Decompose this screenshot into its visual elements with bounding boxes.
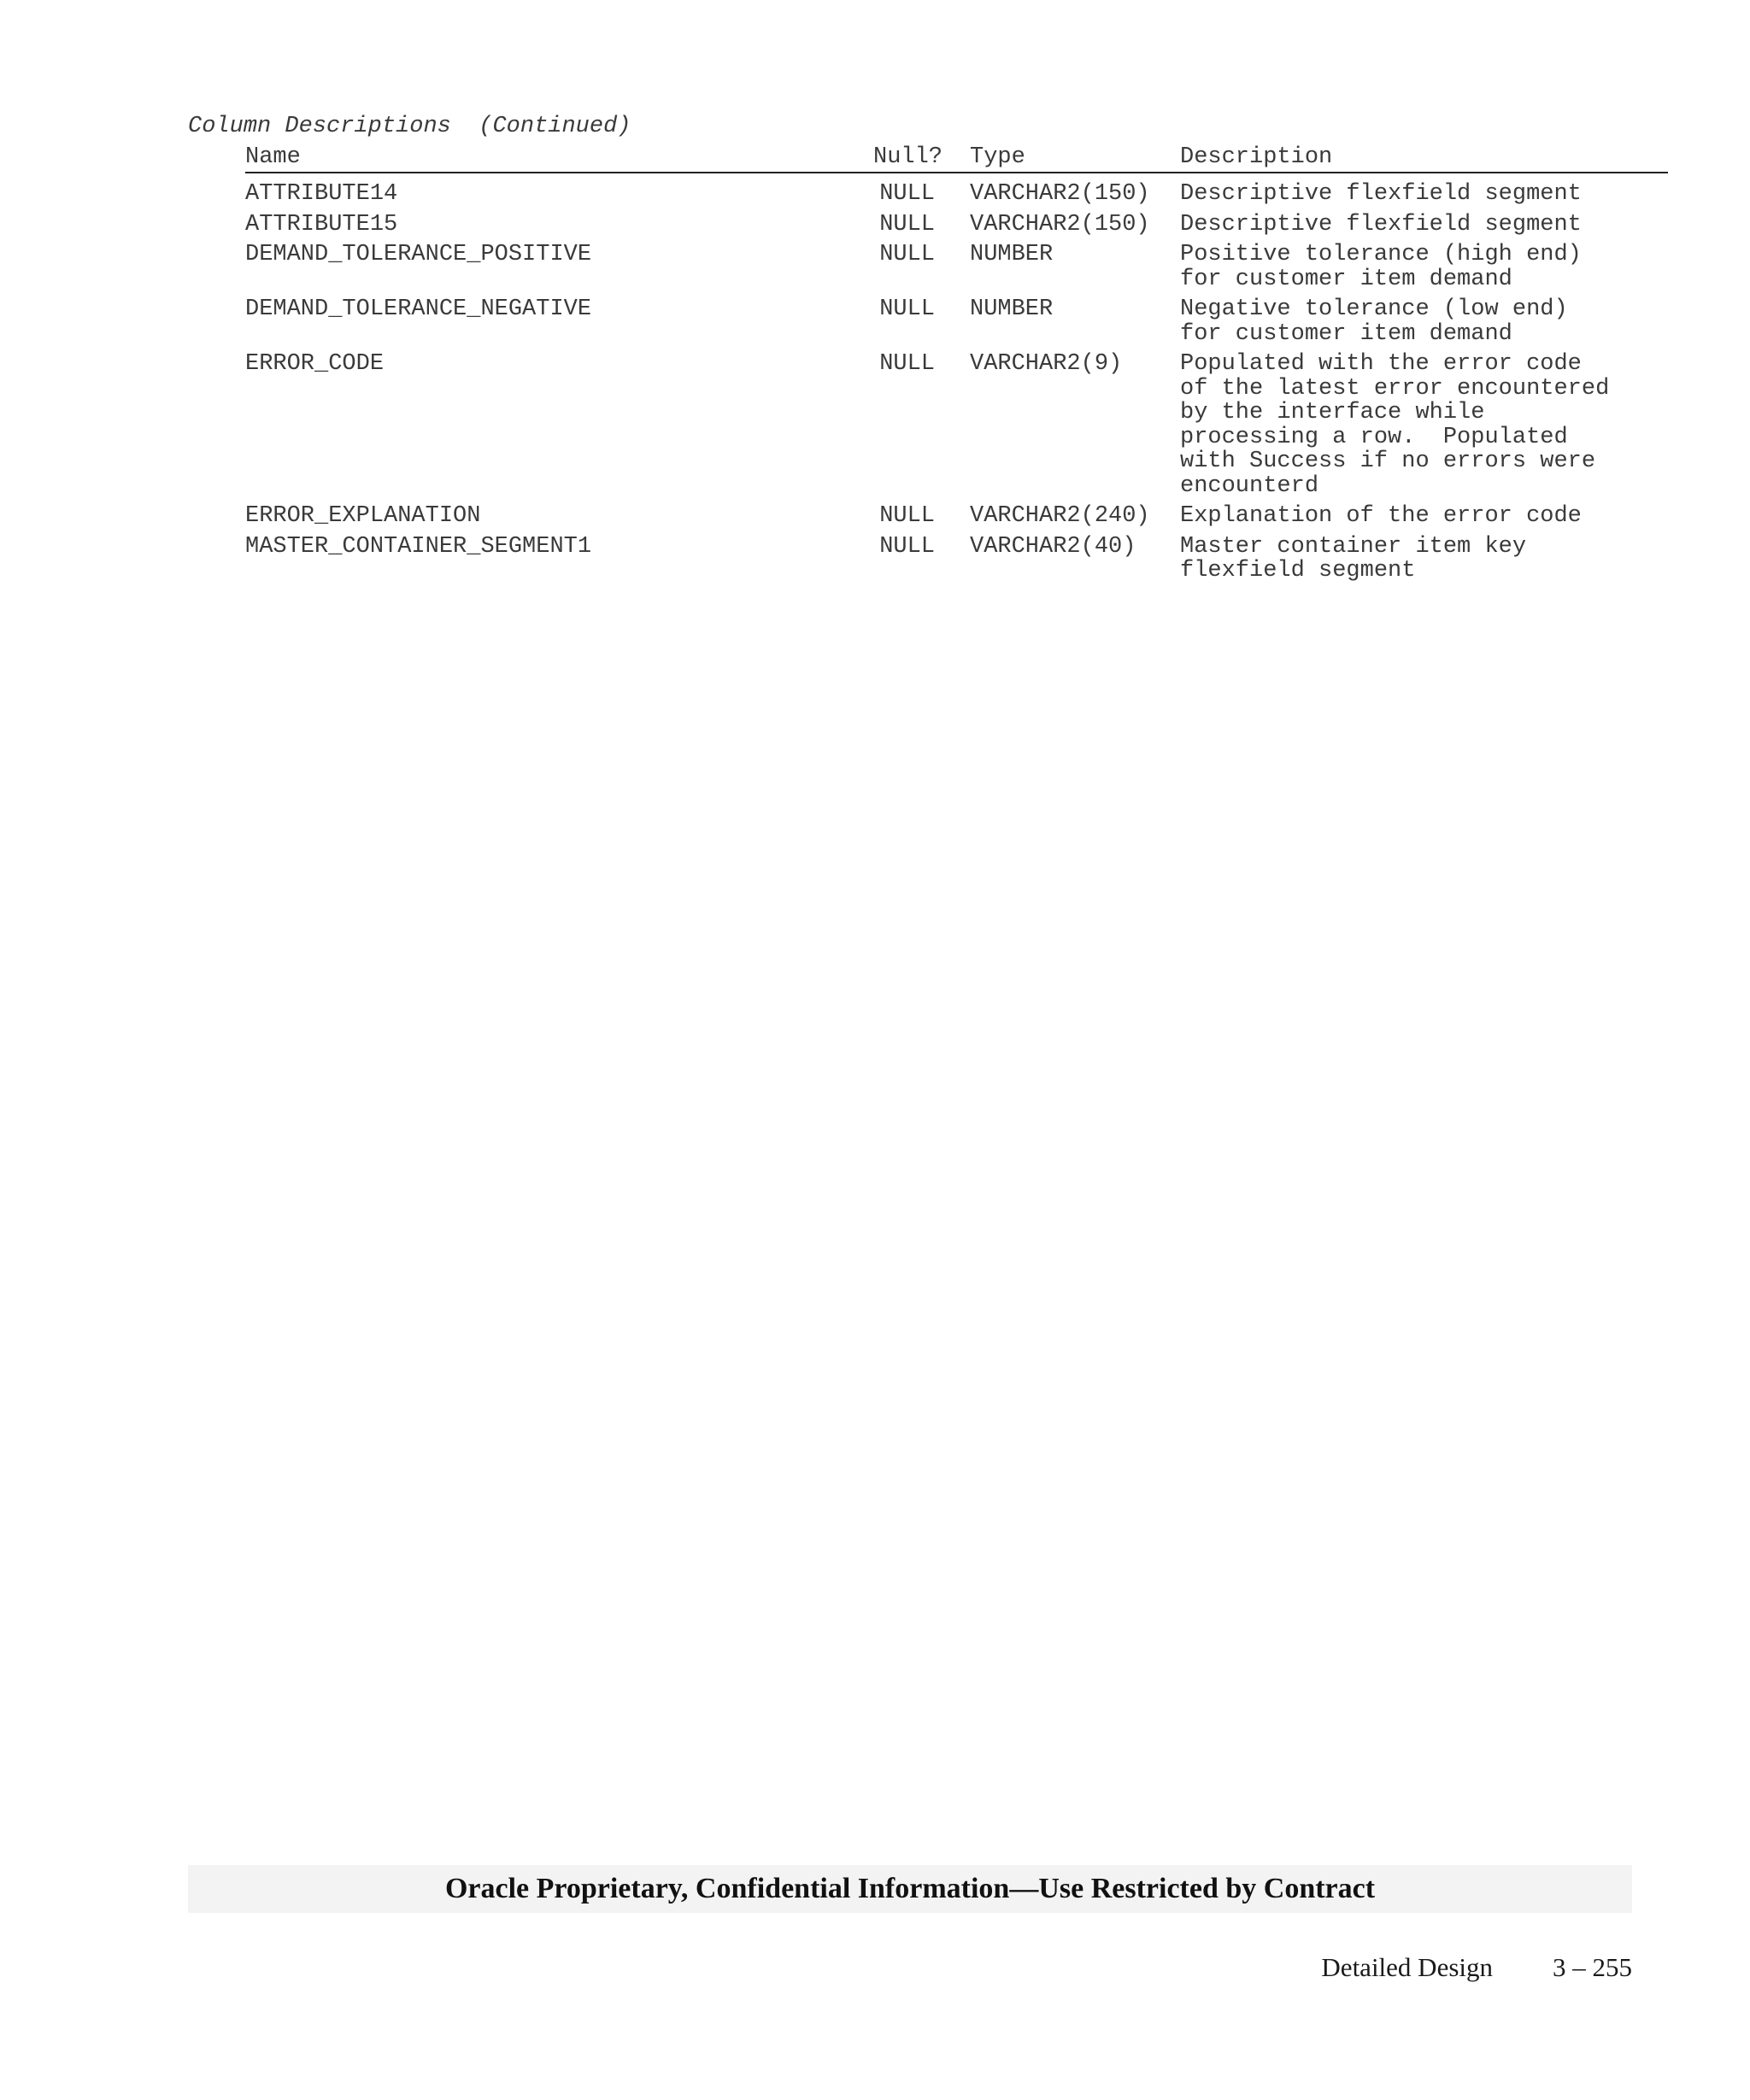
- cell-null: NULL: [879, 242, 935, 267]
- cell-description: Descriptive flexfield segment: [1180, 181, 1582, 207]
- cell-name: ATTRIBUTE14: [245, 181, 398, 207]
- header-description: Description: [1180, 144, 1333, 170]
- cell-name: ERROR_CODE: [245, 351, 385, 377]
- cell-description: Descriptive flexfield segment: [1180, 211, 1582, 238]
- cell-name: ATTRIBUTE15: [245, 211, 398, 238]
- column-descriptions-table: [245, 144, 1668, 590]
- cell-description: Explanation of the error code: [1180, 503, 1582, 529]
- table-row: [245, 182, 1668, 207]
- section-title: Column Descriptions (Continued): [188, 114, 631, 139]
- cell-null: NULL: [879, 503, 935, 529]
- cell-description: Negative tolerance (low end) for customer item demand: [1180, 296, 1568, 347]
- table-row: [245, 352, 1668, 498]
- cell-type: VARCHAR2(9): [970, 351, 1123, 377]
- cell-name: DEMAND_TOLERANCE_POSITIVE: [245, 242, 592, 267]
- cell-type: VARCHAR2(150): [970, 181, 1150, 207]
- table-row: [245, 243, 1668, 291]
- cell-name: DEMAND_TOLERANCE_NEGATIVE: [245, 296, 592, 322]
- cell-type: VARCHAR2(40): [970, 533, 1136, 560]
- cell-type: NUMBER: [970, 296, 1054, 322]
- page-footer: [1321, 1952, 1632, 1983]
- header-type: Type: [970, 144, 1025, 170]
- table-row: [245, 504, 1668, 529]
- cell-name: MASTER_CONTAINER_SEGMENT1: [245, 533, 592, 560]
- cell-null: NULL: [879, 181, 935, 207]
- cell-null: NULL: [879, 296, 935, 322]
- table-row: [245, 297, 1668, 346]
- cell-null: NULL: [879, 351, 935, 377]
- table-body: [245, 182, 1668, 584]
- cell-null: NULL: [879, 533, 935, 560]
- cell-description: Positive tolerance (high end) for customer item demand: [1180, 242, 1582, 292]
- cell-null: NULL: [879, 211, 935, 238]
- table-header: [245, 144, 1668, 173]
- footer-section-name: Detailed Design: [1321, 1952, 1493, 1982]
- table-row: [245, 213, 1668, 238]
- table-row: [245, 535, 1668, 584]
- page-number: 3 – 255: [1553, 1952, 1632, 1982]
- header-name: Name: [245, 144, 301, 170]
- cell-description: Populated with the error code of the latest error encountered by the interface while processing a row. Populated with Success if no errors were encounterd: [1180, 351, 1610, 499]
- cell-description: Master container item key flexfield segment: [1180, 533, 1527, 584]
- cell-type: NUMBER: [970, 242, 1054, 267]
- cell-name: ERROR_EXPLANATION: [245, 503, 481, 529]
- cell-type: VARCHAR2(240): [970, 503, 1150, 529]
- confidential-banner: Oracle Proprietary, Confidential Information––Use Restricted by Contract: [188, 1865, 1632, 1913]
- header-null: Null?: [873, 144, 943, 170]
- cell-type: VARCHAR2(150): [970, 211, 1150, 238]
